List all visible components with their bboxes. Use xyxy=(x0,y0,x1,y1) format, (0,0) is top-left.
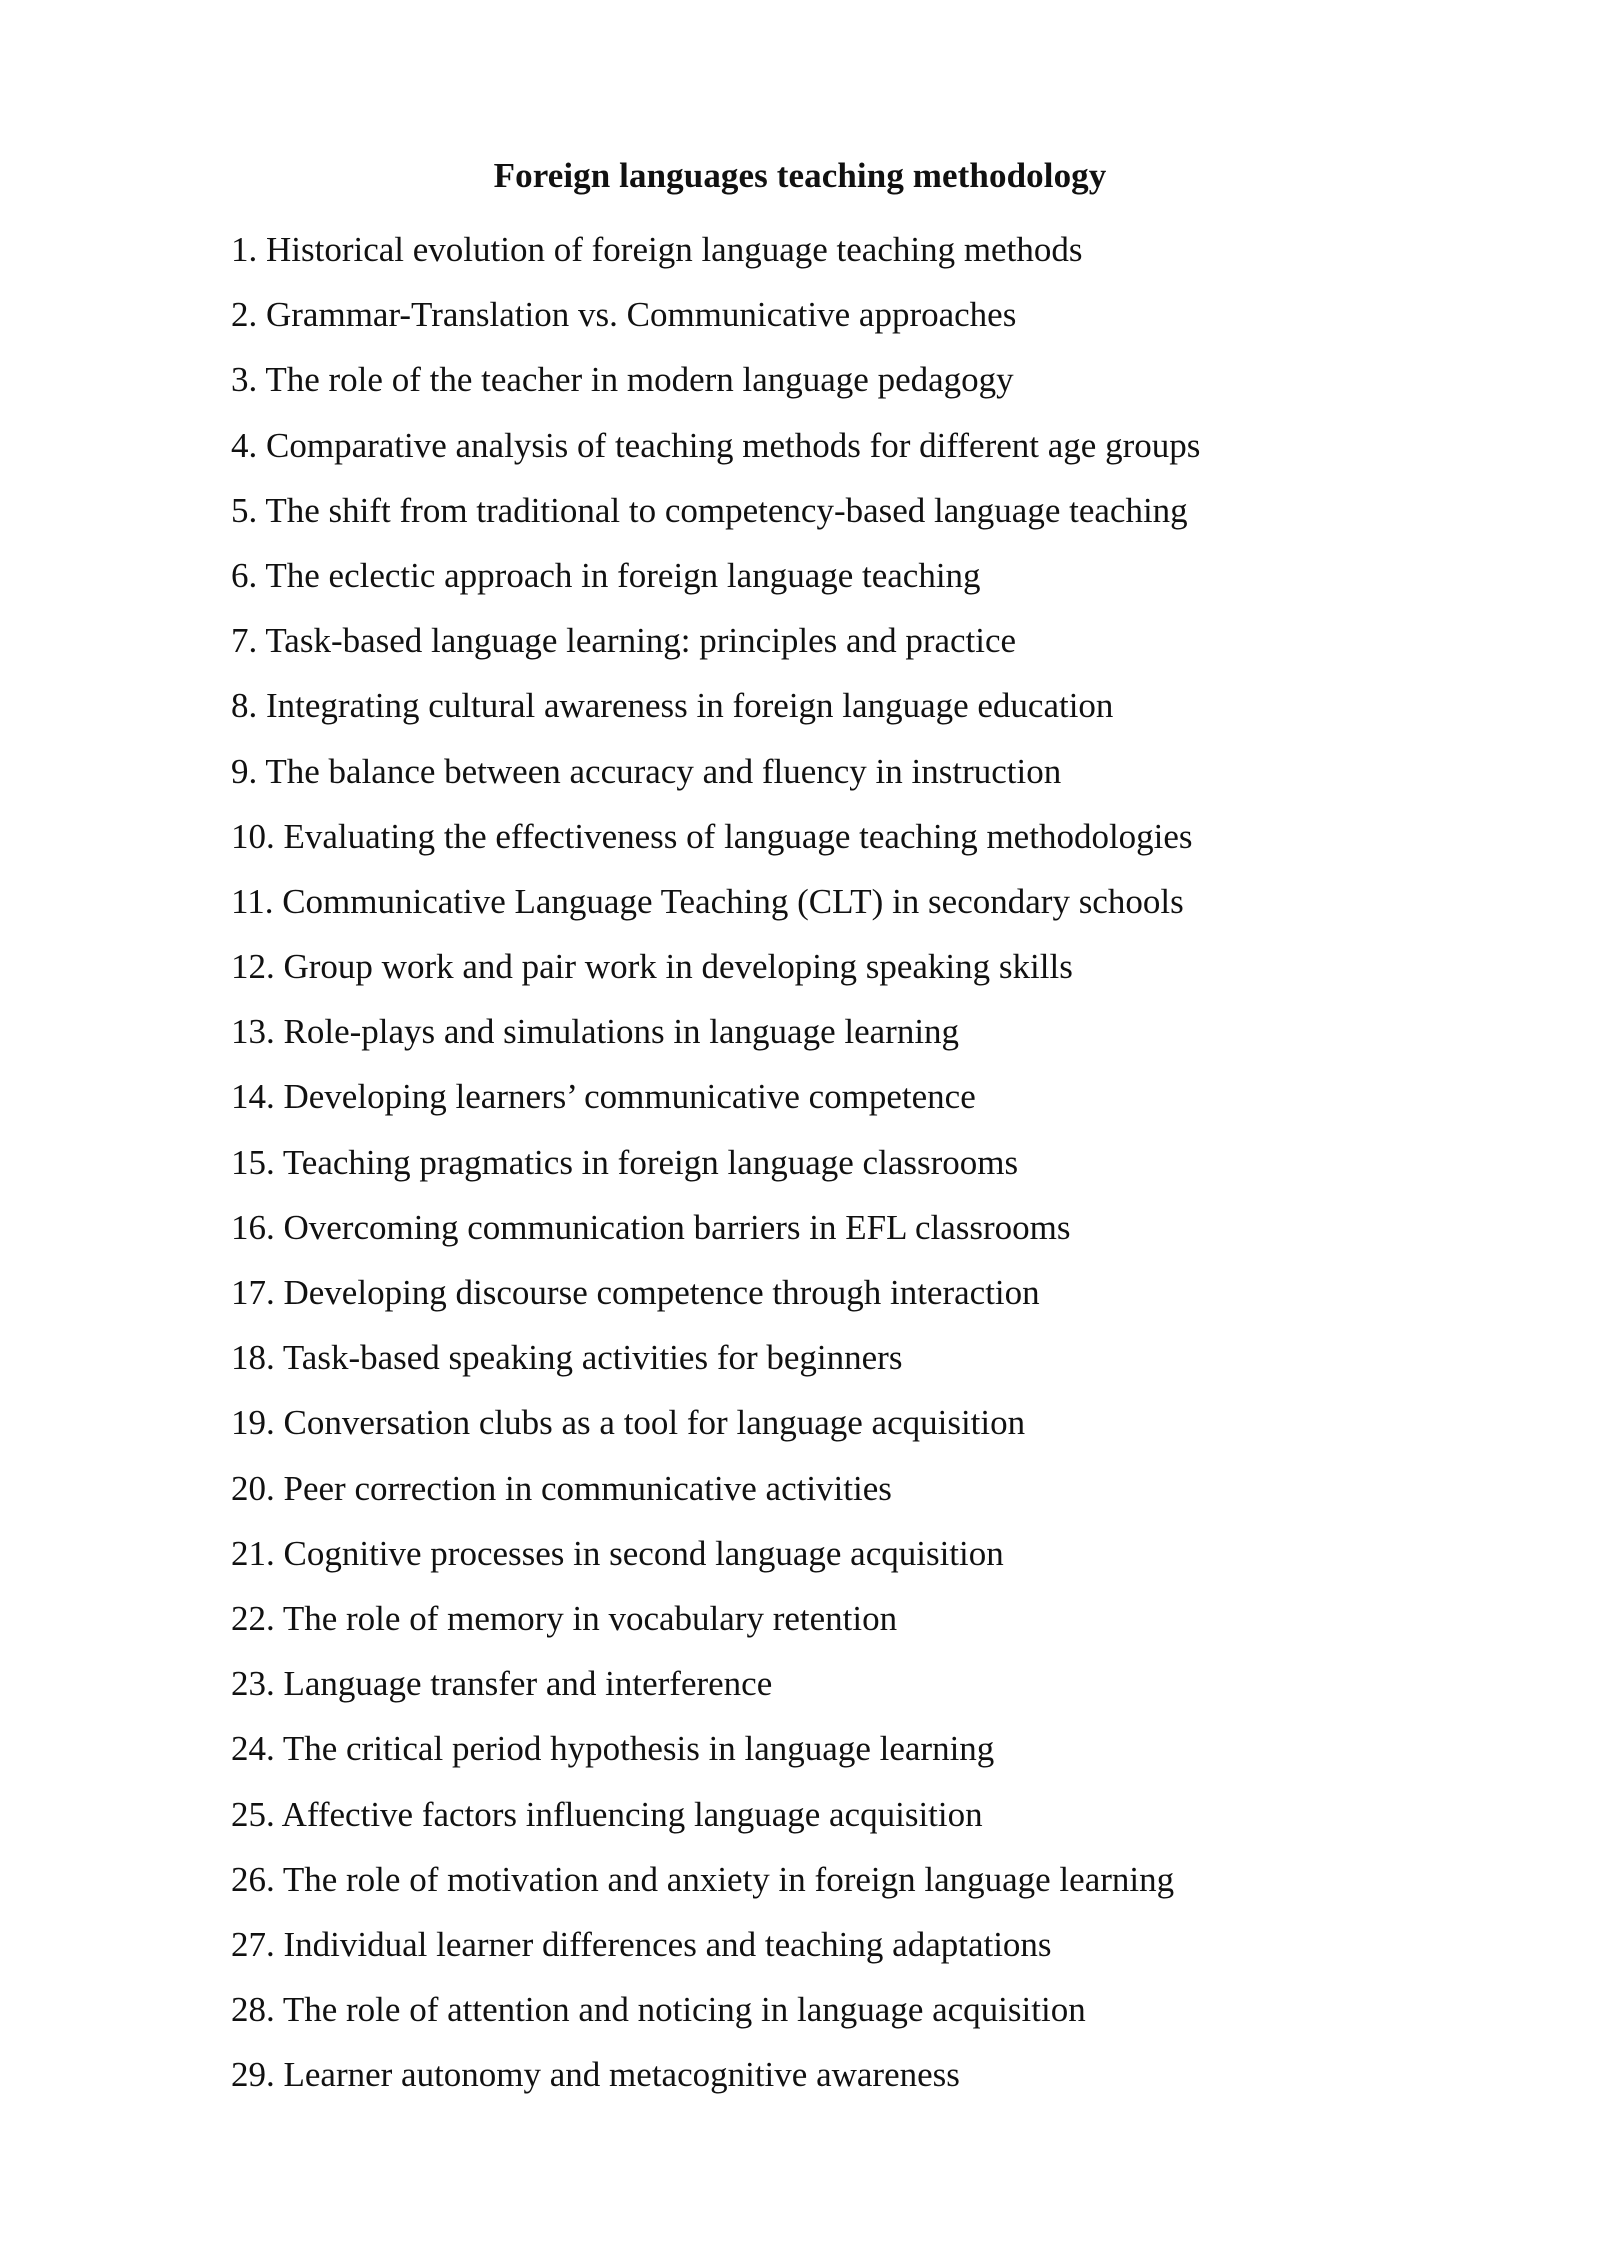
list-item: 13. Role-plays and simulations in language learning xyxy=(231,1012,960,1052)
list-item: 22. The role of memory in vocabulary retention xyxy=(231,1598,898,1638)
list-item: 11. Communicative Language Teaching (CLT) in secondary schools xyxy=(231,881,1184,921)
list-item: 25. Affective factors influencing language acquisition xyxy=(231,1794,983,1834)
list-item: 24. The critical period hypothesis in language learning xyxy=(231,1729,995,1769)
list-item: 3. The role of the teacher in modern language pedagogy xyxy=(231,360,1014,400)
list-item: 26. The role of motivation and anxiety in foreign language learning xyxy=(231,1859,1175,1899)
list-item: 17. Developing discourse competence through interaction xyxy=(231,1273,1040,1312)
list-item: 10. Evaluating the effectiveness of language teaching methodologies xyxy=(231,816,1193,856)
topic-list xyxy=(231,217,1411,2107)
list-item: 1. Historical evolution of foreign language teaching methods xyxy=(231,230,1083,269)
list-item: 9. The balance between accuracy and fluency in instruction xyxy=(231,751,1062,791)
page-title: Foreign languages teaching methodology xyxy=(493,156,1107,195)
list-item: 5. The shift from traditional to competency-based language teaching xyxy=(231,490,1188,530)
list-item: 29. Learner autonomy and metacognitive awareness xyxy=(231,2055,960,2095)
list-item: 23. Language transfer and interference xyxy=(231,1664,773,1704)
list-item: 8. Integrating cultural awareness in foreign language education xyxy=(231,686,1114,726)
list-item: 7. Task-based language learning: principles and practice xyxy=(231,621,1017,661)
list-item: 2. Grammar-Translation vs. Communicative approaches xyxy=(231,295,1017,335)
list-item: 20. Peer correction in communicative activities xyxy=(231,1468,892,1508)
list-item: 12. Group work and pair work in developing speaking skills xyxy=(231,947,1073,987)
list-item: 16. Overcoming communication barriers in EFL classrooms xyxy=(231,1207,1071,1247)
list-item: 15. Teaching pragmatics in foreign language classrooms xyxy=(231,1142,1019,1182)
list-item: 6. The eclectic approach in foreign language teaching xyxy=(231,555,981,595)
list-item: 18. Task-based speaking activities for beginners xyxy=(231,1338,903,1378)
list-item: 14. Developing learners’ communicative competence xyxy=(231,1077,976,1117)
list-item: 28. The role of attention and noticing in language acquisition xyxy=(231,1990,1086,2030)
list-item: 19. Conversation clubs as a tool for language acquisition xyxy=(231,1403,1026,1443)
list-item: 27. Individual learner differences and teaching adaptations xyxy=(231,1924,1052,1964)
list-item: 4. Comparative analysis of teaching methods for different age groups xyxy=(231,425,1201,465)
list-item: 21. Cognitive processes in second language acquisition xyxy=(231,1533,1004,1573)
